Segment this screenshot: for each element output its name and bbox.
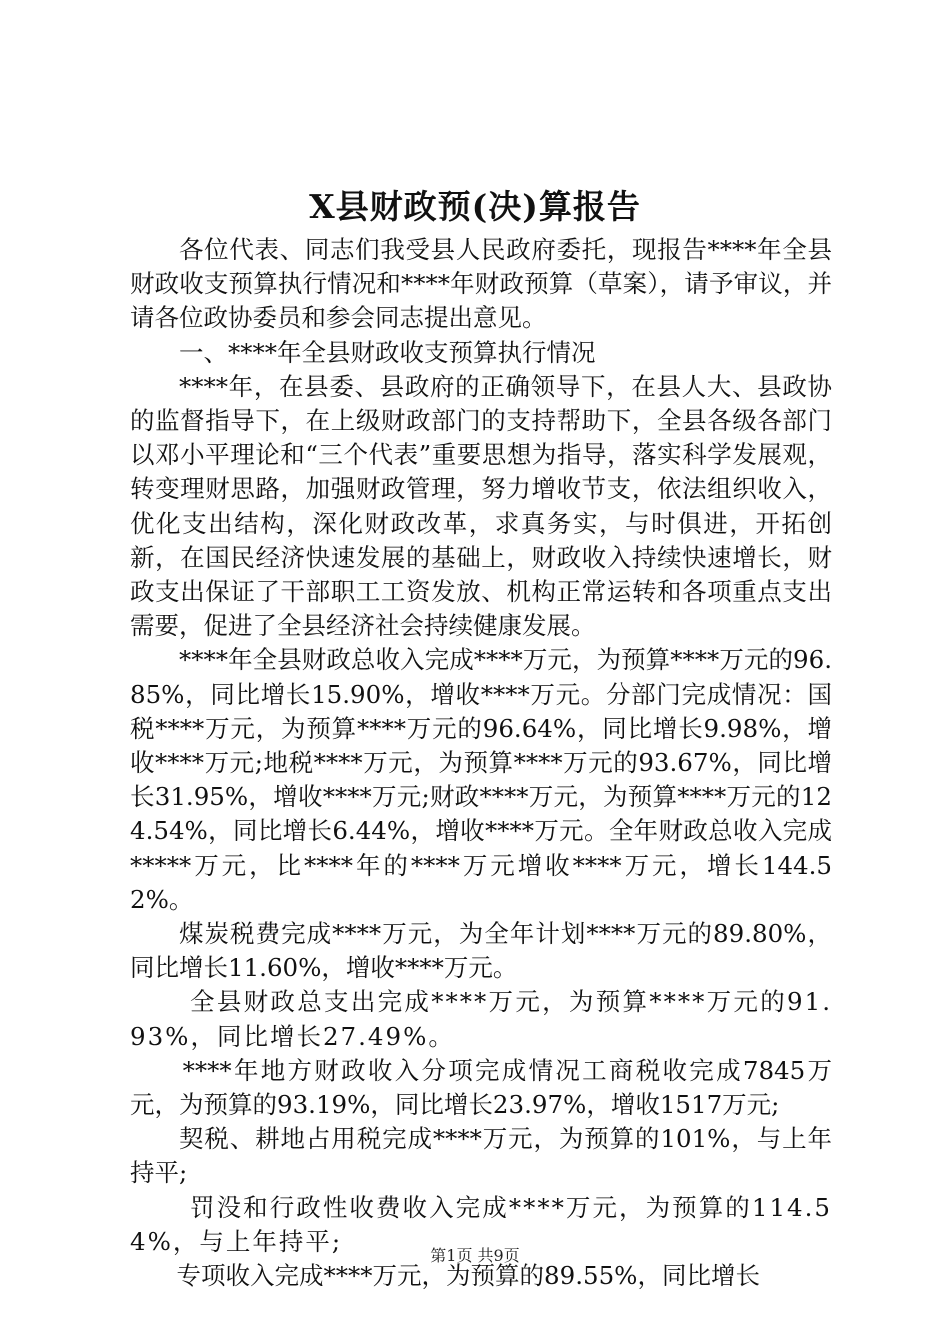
- paragraph-deed-tax: 契税、耕地占用税完成****万元，为预算的101%，与上年持平;: [130, 1124, 832, 1188]
- paragraph-local-revenue: ****年地方财政收入分项完成情况工商税收完成7845万元，为预算的93.19%，同比增长23.97%，增收1517万元;: [130, 1055, 832, 1120]
- section-heading-1: 一、****年全县财政收支预算执行情况: [179, 337, 596, 367]
- document-body: [130, 233, 832, 1293]
- paragraph-total-expenditure: 全县财政总支出完成****万元，为预算****万元的91.93%，同比增长27.49%。: [130, 987, 832, 1051]
- paragraph-overview: ****年，在县委、县政府的正确领导下，在县人大、县政协的监督指导下，在上级财政部门的支持帮助下，全县各级各部门以邓小平理论和“三个代表”重要思想为指导，落实科学发展观，转变理财思路，加强财政管理，努力增收节支，依法组织收入，优化支出结构，深化财政改革，求真务实，与时俱进，开拓创新，在国民经济快速发展的基础上，财政收入持续快速增长，财政支出保证了干部职工工资发放、机构正常运转和各项重点支出需要，促进了全县经济社会持续健康发展。: [130, 371, 832, 641]
- document-title: X县财政预(决)算报告: [309, 187, 641, 226]
- paragraph-fines-fees: 罚没和行政性收费收入完成****万元，为预算的114.54%，与上年持平;: [130, 1192, 832, 1256]
- paragraph-special-revenue: 专项收入完成****万元，为预算的89.55%，同比增长: [176, 1261, 760, 1291]
- paragraph-total-revenue: ****年全县财政总收入完成****万元，为预算****万元的96.85%，同比增长15.90%，增收****万元。分部门完成情况：国税****万元，为预算****万元的96.64%，同比增长9.98%，增收****万元;地税****万元，为预算****万元的93.67%，同比增长31.95%，增收****万元;财政****万元，为预算****万元的124.54%，同比增长6.44%，增收****万元。全年财政总收入完成*****万元，比****年的****万元增收****万元，增长144.52%。: [130, 645, 832, 914]
- page-number-footer: 第1页 共9页: [430, 1246, 520, 1265]
- paragraph-opening: 各位代表、同志们我受县人民政府委托，现报告****年全县财政收支预算执行情况和****年财政预算（草案），请予审议，并请各位政协委员和参会同志提出意见。: [130, 235, 832, 333]
- paragraph-coal-tax: 煤炭税费完成****万元，为全年计划****万元的89.80%，同比增长11.60%，增收****万元。: [130, 919, 832, 983]
